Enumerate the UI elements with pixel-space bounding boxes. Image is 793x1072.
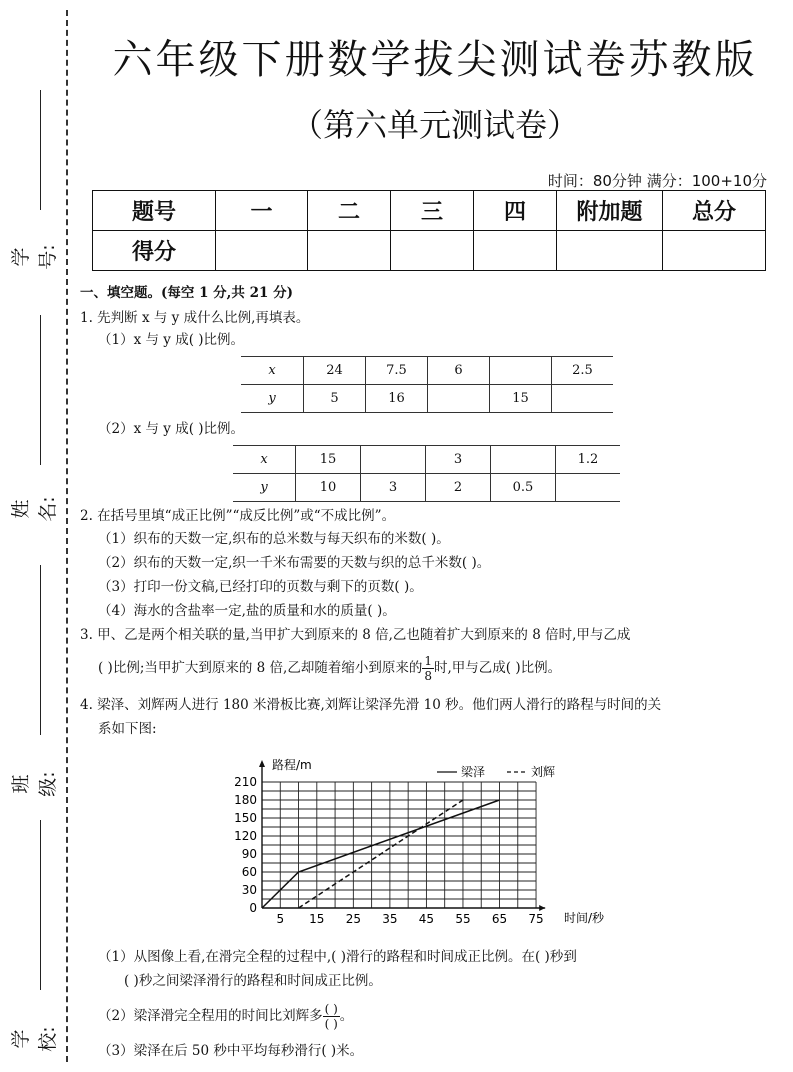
table-cell: y [233,474,296,502]
legend-label: 梁泽 [461,765,486,779]
score-table [92,190,766,271]
table-cell: 1.2 [556,446,621,474]
score-cell: 得分 [93,231,216,271]
score-cell: 题号 [93,191,216,231]
student-id-label: 学号: [10,244,59,270]
table-cell[interactable] [491,446,556,474]
score-value-row [93,231,766,271]
y-axis-arrow [259,760,265,767]
name-label: 姓名: [10,496,59,522]
x-axis-arrow [539,905,545,911]
score-input-cell[interactable] [663,231,766,271]
q4-sub1-line1: （1）从图像上看,在滑完全程的过程中,( )滑行的路程和时间成正比例。在( )秒到 [98,949,577,965]
table-cell: 5 [304,385,366,413]
score-header-row [93,191,766,231]
x-tick-label: 65 [491,912,508,926]
x-axis-label: 时间/秒 [564,911,605,925]
q4-line1: 4. 梁泽、刘辉两人进行 180 米滑板比赛,刘辉让梁泽先滑 10 秒。他们两人滑行的路程与时间的关 [80,697,662,713]
y-tick-label: 210 [234,775,257,789]
x-tick-label: 35 [382,912,398,926]
section-heading: 一、填空题。(每空 1 分,共 21 分) [80,285,293,301]
table-cell: 16 [366,385,428,413]
score-cell: 四 [474,191,557,231]
school-label: 学校: [10,1026,59,1052]
q1-table2 [233,445,620,502]
distance-time-chart [222,752,642,937]
q3-text-b: 时,甲与乙成( )比例。 [433,660,562,676]
binding-dashed-line [66,10,68,1062]
table-row [241,357,613,385]
score-input-cell[interactable] [474,231,557,271]
q3-line2 [98,654,561,683]
score-cell: 总分 [663,191,766,231]
frac-denominator: ( ) [324,1017,338,1031]
table-row [233,474,620,502]
q2-item: （2）织布的天数一定,织一千米布需要的天数与织的总千米数( )。 [98,555,491,571]
y-tick-label: 30 [241,883,257,897]
score-cell: 一 [216,191,308,231]
q4-sub2-text-b: 。 [339,1008,354,1024]
name-line [40,315,41,465]
table-cell: 15 [490,385,552,413]
y-tick-label: 60 [241,865,257,879]
score-cell: 附加题 [557,191,663,231]
page-subtitle: （第六单元测试卷） [290,106,579,144]
table-cell: x [241,357,304,385]
table-row [233,446,620,474]
frac-numerator: 1 [424,654,432,668]
table-cell: 0.5 [491,474,556,502]
table-cell[interactable] [361,446,426,474]
table-cell: 10 [296,474,361,502]
x-tick-label: 75 [528,912,544,926]
q1-stem: 1. 先判断 x 与 y 成什么比例,再填表。 [80,310,310,326]
score-input-cell[interactable] [557,231,663,271]
q2-stem: 2. 在括号里填“成正比例”“成反比例”或“不成比例”。 [80,508,396,524]
student-id-line [40,90,41,210]
q2-item: （4）海水的含盐率一定,盐的质量和水的质量( )。 [98,603,396,619]
score-input-cell[interactable] [216,231,308,271]
table-cell: x [233,446,296,474]
x-tick-label: 5 [276,912,285,926]
q3-line1: 3. 甲、乙是两个相关联的量,当甲扩大到原来的 8 倍,乙也随着扩大到原来的 8 倍时,甲与乙成 [80,627,631,643]
q1-table1 [241,356,613,413]
x-tick-label: 25 [345,912,361,926]
table-cell: 3 [361,474,426,502]
q4-sub1-line2: ( )秒之间梁泽滑行的路程和时间成正比例。 [124,973,382,989]
y-tick-label: 180 [234,793,257,807]
table-cell: y [241,385,304,413]
y-tick-label: 90 [241,847,257,861]
table-cell[interactable] [552,385,614,413]
y-tick-label: 150 [234,811,257,825]
q4-sub2-text-a: （2）梁泽滑完全程用的时间比刘辉多 [98,1008,323,1024]
chart-legend [437,764,555,779]
table-row [241,385,613,413]
y-axis-label: 路程/m [272,758,312,772]
class-label: 班级: [10,771,59,797]
table-cell: 3 [426,446,491,474]
legend-label: 刘辉 [531,765,556,779]
class-line [40,565,41,735]
q1-part1: （1）x 与 y 成( )比例。 [98,332,245,348]
q4-sub3: （3）梁泽在后 50 秒中平均每秒滑行( )米。 [98,1043,364,1059]
q2-item: （1）织布的天数一定,织布的总米数与每天织布的米数( )。 [98,531,450,547]
table-cell: 6 [428,357,490,385]
school-line [40,820,41,990]
q1-part2: （2）x 与 y 成( )比例。 [98,421,245,437]
table-cell: 15 [296,446,361,474]
table-cell[interactable] [556,474,621,502]
y-tick-label: 0 [249,901,257,915]
q4-sub2-fraction[interactable] [323,1002,340,1031]
table-cell: 7.5 [366,357,428,385]
table-cell: 2.5 [552,357,614,385]
x-tick-label: 55 [455,912,471,926]
score-input-cell[interactable] [391,231,474,271]
x-tick-label: 15 [309,912,325,926]
q3-text-a: ( )比例;当甲扩大到原来的 8 倍,乙却随着缩小到原来的 [98,660,423,676]
q3-fraction [422,654,434,683]
y-tick-label: 120 [234,829,257,843]
table-cell[interactable] [490,357,552,385]
time-info: 时间：80分钟 满分：100+10分 [547,172,767,190]
q2-item: （3）打印一份文稿,已经打印的页数与剩下的页数( )。 [98,579,423,595]
q4-line2: 系如下图: [98,721,157,737]
table-cell: 2 [426,474,491,502]
frac-denominator: 8 [424,669,432,683]
table-cell: 24 [304,357,366,385]
score-cell: 二 [308,191,391,231]
score-input-cell[interactable] [308,231,391,271]
score-cell: 三 [391,191,474,231]
x-tick-label: 45 [418,912,435,926]
q4-sub2 [98,1000,353,1032]
frac-numerator: ( ) [324,1002,338,1016]
table-cell[interactable] [428,385,490,413]
page-title: 六年级下册数学拔尖测试卷苏教版 [112,37,758,83]
